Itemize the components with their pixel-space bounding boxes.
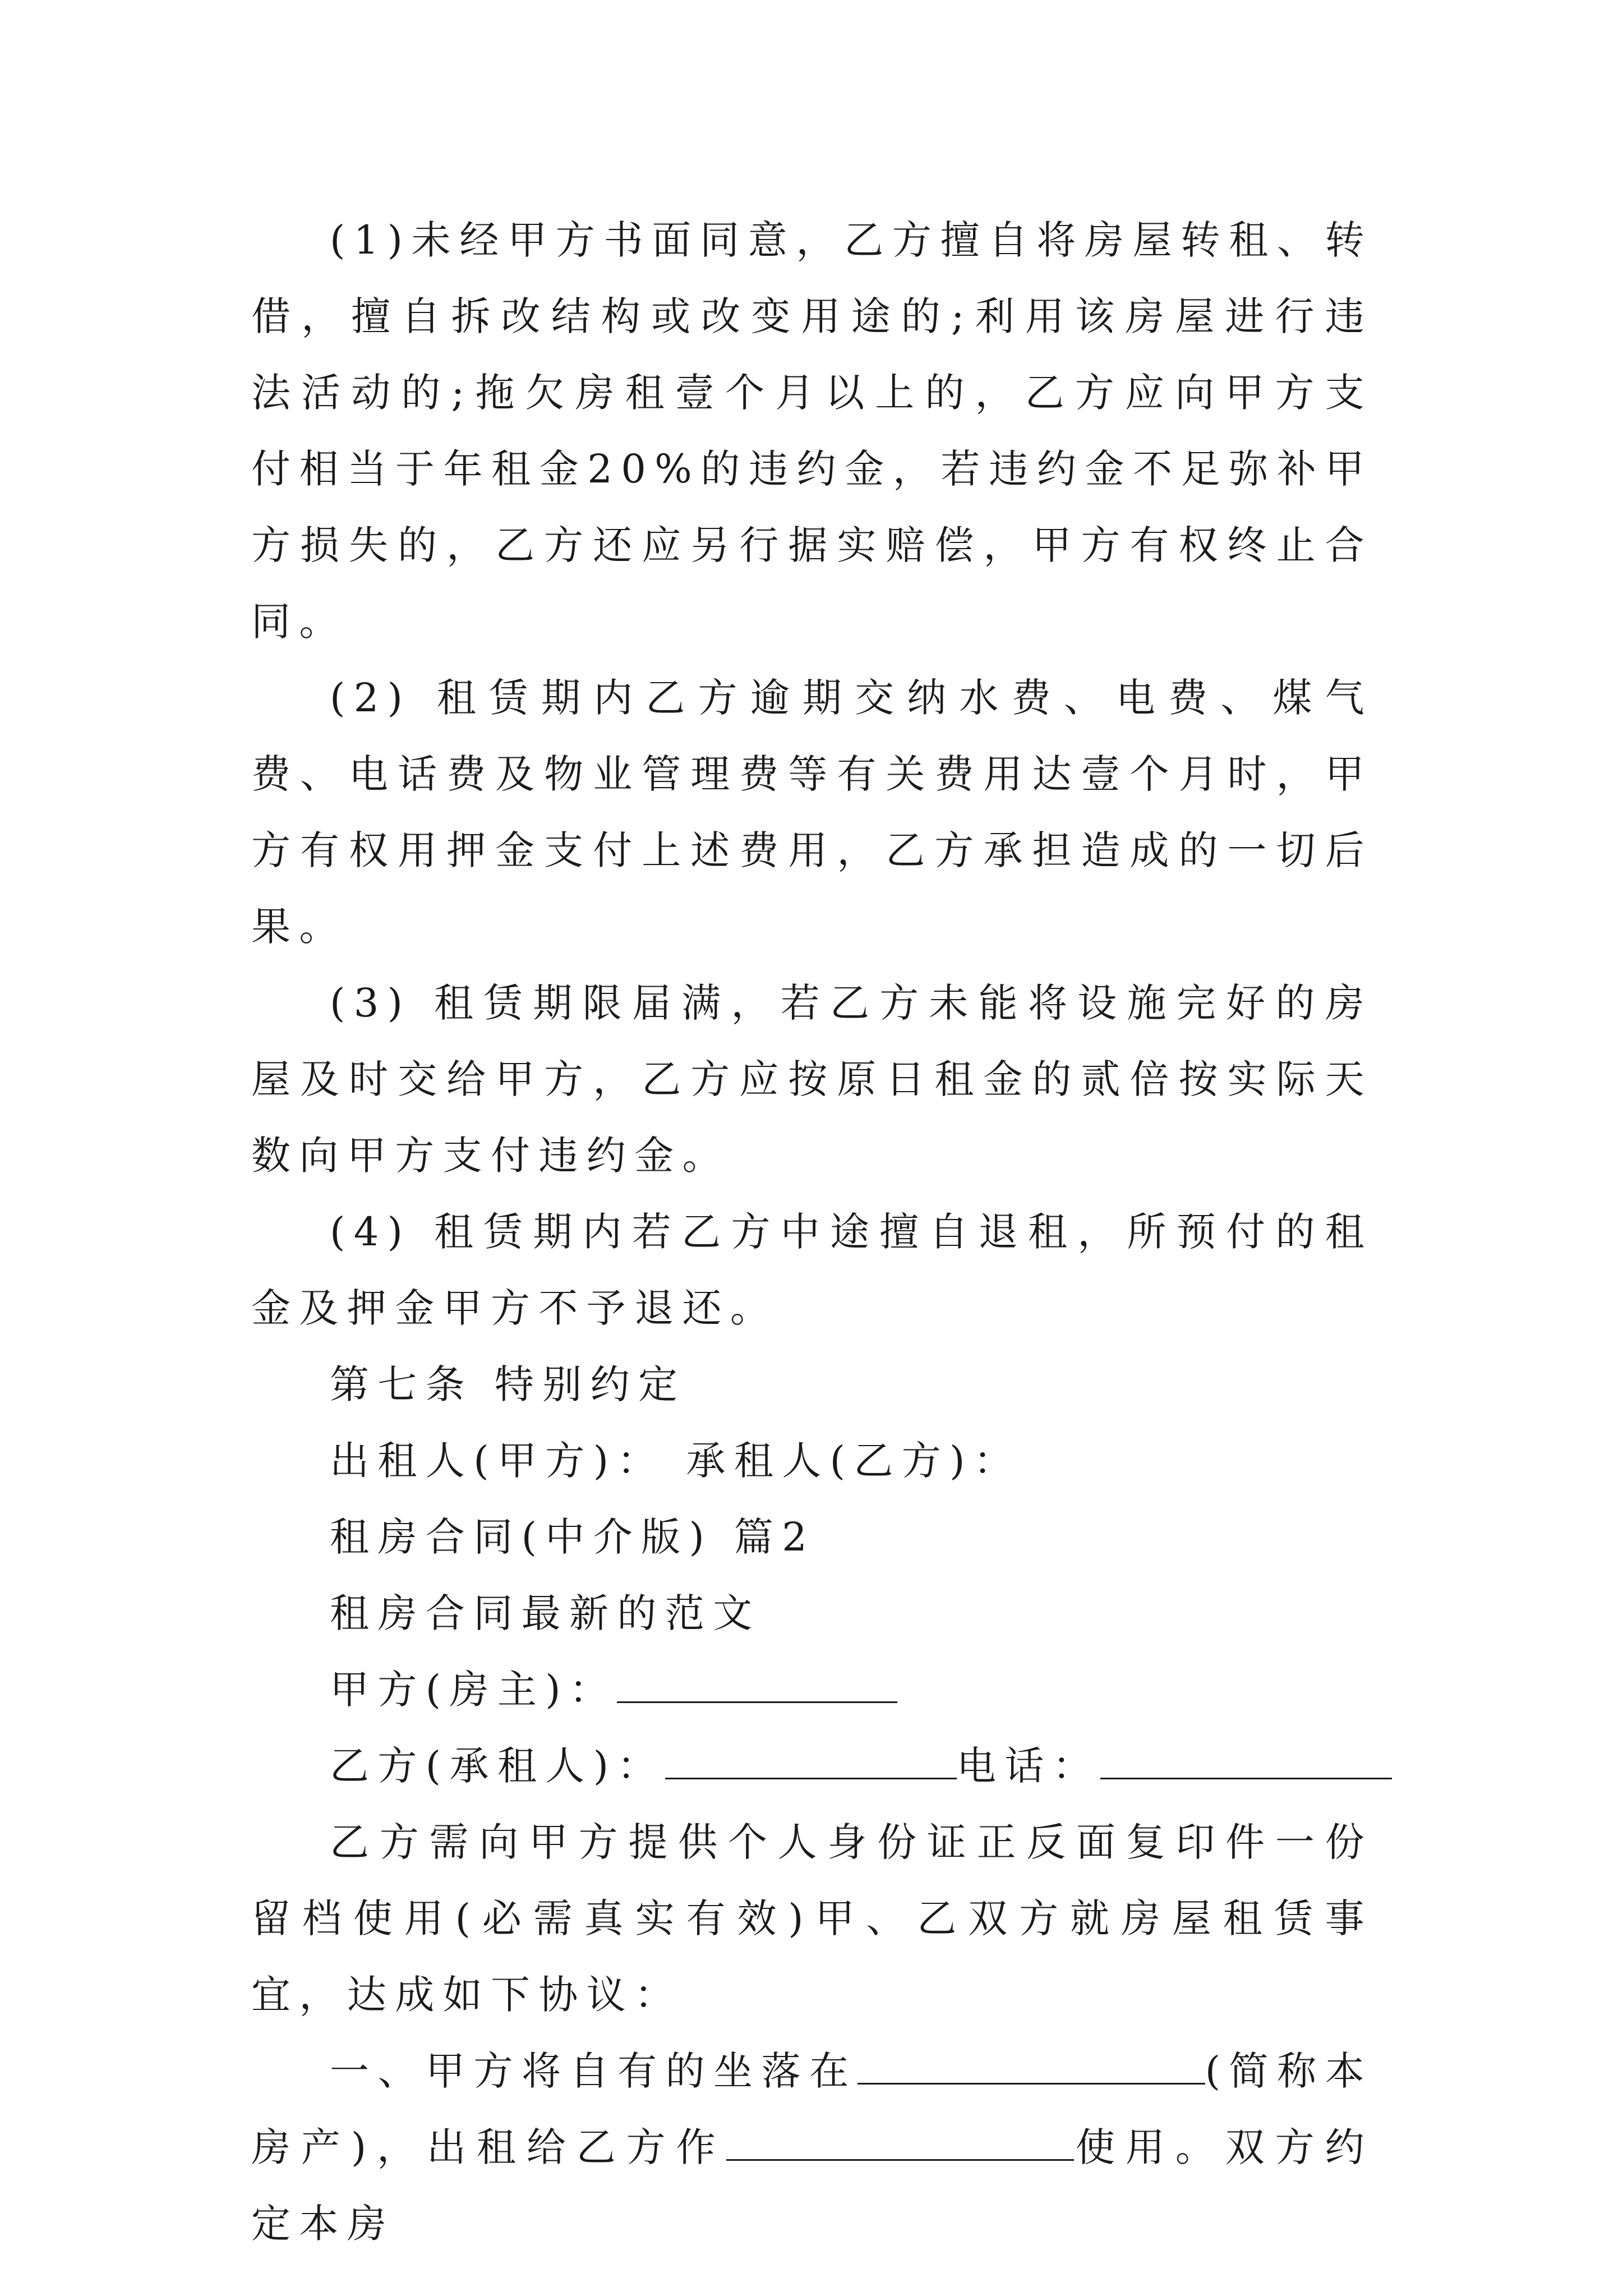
article-7-heading: 第七条 特别约定 — [330, 1361, 686, 1407]
party-a-row — [251, 1651, 1373, 1728]
party-b-row — [251, 1728, 1373, 1804]
location-blank — [857, 2039, 1205, 2085]
phone-blank — [1100, 1734, 1392, 1779]
party-a-blank — [617, 1658, 897, 1703]
party-a-label: 甲方(房主)： — [330, 1667, 617, 1713]
item-1-part-3: 使用。双方约定本房 — [251, 2124, 1373, 2247]
clause-1: (1)未经甲方书面同意，乙方擅自将房屋转租、转借，擅自拆改结构或改变用途的;利用该房屋进行违法活动的;拖欠房租壹个月以上的，乙方应向甲方支付相当于年租金20%的违约金，若违约金不足弥补甲方损失的，乙方还应另行据实赔偿，甲方有权终止合同。 — [251, 217, 1373, 645]
document-title: 租房合同最新的范文 — [330, 1590, 761, 1636]
section-heading: 租房合同(中介版) 篇2 — [330, 1514, 816, 1560]
party-b-blank — [665, 1734, 957, 1779]
usage-blank — [726, 2115, 1074, 2161]
item-1-part-2: (简称本房产)，出租给乙方作 — [251, 2048, 1373, 2170]
item-1 — [251, 2033, 1373, 2262]
item-1-part-1: 一、甲方将自有的坐落在 — [330, 2048, 857, 2094]
phone-label: 电话： — [956, 1743, 1101, 1789]
party-b-label: 乙方(承租人)： — [330, 1743, 665, 1789]
document-page — [251, 202, 1373, 2262]
clause-2: (2) 租赁期内乙方逾期交纳水费、电费、煤气费、电话费及物业管理费等有关费用达壹个月时，甲方有权用押金支付上述费用，乙方承担造成的一切后果。 — [251, 675, 1373, 950]
clause-3: (3) 租赁期限届满，若乙方未能将设施完好的房屋及时交给甲方，乙方应按原日租金的贰倍按实际天数向甲方支付违约金。 — [251, 980, 1373, 1179]
signature-line: 出租人(甲方)： 承租人(乙方)： — [330, 1438, 1022, 1484]
id-requirement: 乙方需向甲方提供个人身份证正反面复印件一份留档使用(必需真实有效)甲、乙双方就房屋租赁事宜，达成如下协议： — [251, 1819, 1373, 2018]
clause-4: (4) 租赁期内若乙方中途擅自退租，所预付的租金及押金甲方不予退还。 — [251, 1209, 1373, 1331]
